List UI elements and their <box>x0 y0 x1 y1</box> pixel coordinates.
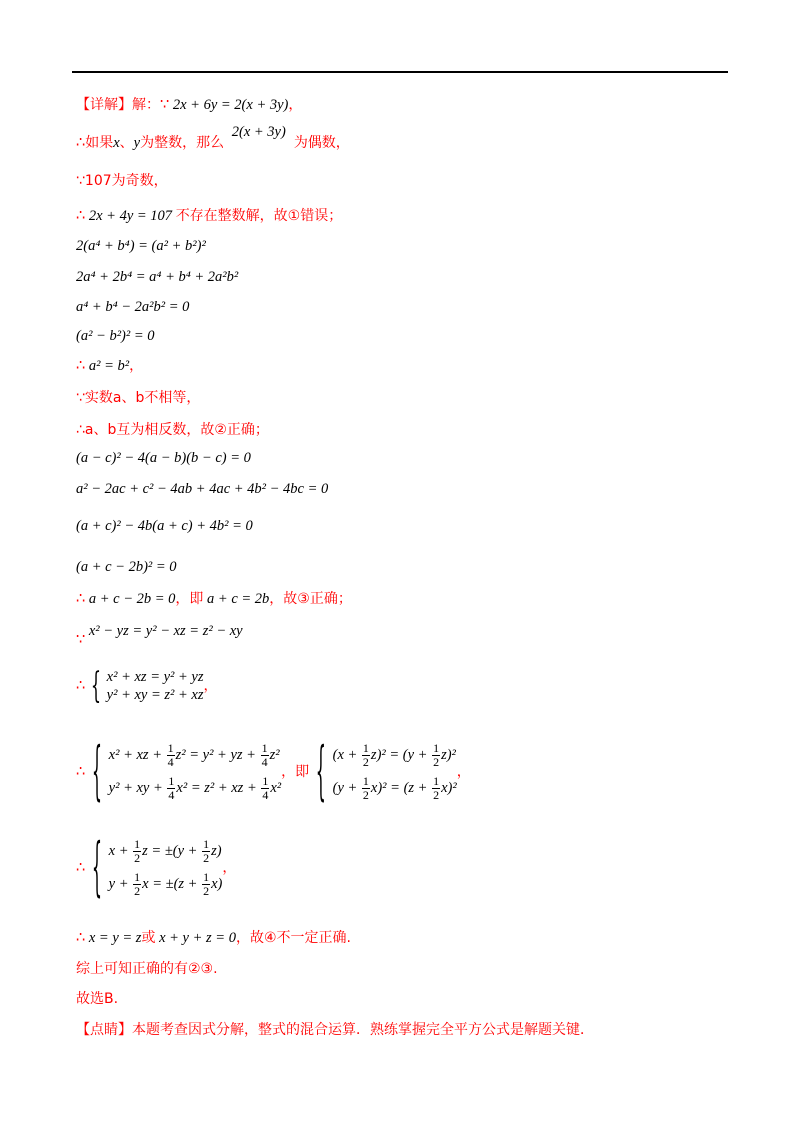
equation: x + y + z = 0 <box>159 930 236 946</box>
equation-line-15: (a + c − 2b)² = 0 <box>76 559 177 575</box>
text: ，故④不一定正确. <box>235 930 351 946</box>
system-row <box>333 742 457 769</box>
punct: ， <box>129 358 144 374</box>
term: (x + <box>332 746 361 763</box>
punct: ， <box>203 678 218 694</box>
text: ，即 <box>281 764 310 780</box>
comment-label: 【点睛】 <box>76 1022 132 1038</box>
punct: ， <box>456 764 471 780</box>
text: 或 <box>141 930 156 946</box>
detail-line-22: 综上可知正确的有②③. <box>76 961 218 977</box>
detail-line-18 <box>76 664 218 706</box>
detail-line-21 <box>76 929 351 947</box>
equation-line-6: 2a⁴ + 2b⁴ = a⁴ + b⁴ + 2a²b² <box>76 269 239 285</box>
frac-num: 1 <box>167 741 174 755</box>
equation: a + c = 2b <box>207 591 270 607</box>
fraction <box>261 775 269 802</box>
detail-line-4 <box>76 207 342 225</box>
fraction <box>167 742 175 769</box>
detail-line-24 <box>76 1021 594 1039</box>
equation-line-13: a² − 2ac + c² − 4ab + 4ac + 4b² − 4bc = 0 <box>76 481 329 497</box>
equation: a + c − 2b = 0 <box>88 591 176 607</box>
therefore-symbol: ∴ <box>76 764 86 780</box>
text: ，故③正确； <box>269 591 352 607</box>
term: x)² = (z + <box>370 779 432 796</box>
equation: a² = b² <box>88 358 130 374</box>
detail-line-2 <box>76 124 350 152</box>
therefore-symbol: ∴ <box>76 930 86 946</box>
frac-num: 1 <box>203 837 210 851</box>
detail-line-10: ∵实数a、b不相等， <box>76 390 201 406</box>
frac-den: 2 <box>362 755 369 769</box>
text: 不存在整数解，故①错误； <box>175 208 343 224</box>
therefore-symbol: ∴ <box>76 208 86 224</box>
term: z² <box>269 746 280 763</box>
term: z² = y² + yz + <box>175 746 260 763</box>
frac-den: 4 <box>167 755 174 769</box>
frac-den: 2 <box>433 788 440 802</box>
equation-line-8: (a² − b²)² = 0 <box>76 328 155 344</box>
frac-num: 1 <box>203 870 210 884</box>
fraction <box>202 838 210 865</box>
detail-line-1 <box>76 96 302 114</box>
because-symbol: ∵ <box>160 97 170 113</box>
term: x² + xz + <box>108 746 166 763</box>
term: y + <box>108 875 133 892</box>
fraction <box>202 871 210 898</box>
equation: 2x + 6y = 2(x + 3y) <box>172 97 289 113</box>
frac-num: 1 <box>168 774 175 788</box>
left-brace: { <box>90 664 102 706</box>
text: 为整数，那么 <box>140 135 225 151</box>
detail-line-17 <box>76 622 243 648</box>
punct: ， <box>288 97 303 113</box>
detail-line-11: ∴a、b互为相反数，故②正确； <box>76 422 269 438</box>
because-symbol: ∵ <box>76 632 86 648</box>
term: z = ±(y + <box>142 842 202 859</box>
term: x² <box>270 779 282 796</box>
frac-den: 2 <box>362 788 369 802</box>
frac-num: 1 <box>362 774 369 788</box>
term: y² + xy + <box>108 779 167 796</box>
frac-num: 1 <box>433 774 440 788</box>
therefore-symbol: ∴ <box>76 860 86 876</box>
expression: 2(x + 3y) <box>231 124 286 140</box>
system-row <box>109 775 282 802</box>
frac-num: 1 <box>134 837 141 851</box>
fraction <box>432 775 440 802</box>
equation: 2x + 4y = 107 <box>88 208 173 224</box>
therefore-symbol: ∴ <box>76 678 86 694</box>
equation-line-12: (a − c)² − 4(a − b)(b − c) = 0 <box>76 450 251 466</box>
therefore-symbol: ∴ <box>76 358 86 374</box>
detail-label: 【详解】解： <box>76 97 160 113</box>
text: 为偶数， <box>293 135 350 151</box>
frac-num: 1 <box>262 774 269 788</box>
term: x = ±(z + <box>142 875 202 892</box>
frac-den: 2 <box>203 884 210 898</box>
equation-line-14: (a + c)² − 4b(a + c) + 4b² = 0 <box>76 518 253 534</box>
frac-num: 1 <box>134 870 141 884</box>
header-rule <box>72 71 728 73</box>
var-x: x <box>113 135 120 151</box>
term: z)² <box>441 746 456 763</box>
frac-den: 2 <box>433 755 440 769</box>
equation-system <box>109 742 282 802</box>
fraction <box>362 742 370 769</box>
frac-den: 2 <box>203 851 210 865</box>
fraction <box>261 742 269 769</box>
sep: 、 <box>119 135 134 151</box>
detail-line-19 <box>76 732 471 808</box>
equation-system <box>109 838 223 898</box>
left-brace: { <box>91 732 103 808</box>
term: (y + <box>332 779 361 796</box>
text: ，即 <box>175 591 204 607</box>
term: z)² = (y + <box>370 746 432 763</box>
equation-system <box>107 668 204 704</box>
frac-den: 4 <box>261 755 268 769</box>
comment-text: 本题考查因式分解，整式的混合运算．熟练掌握完全平方公式是解题关键． <box>132 1022 594 1038</box>
system-row <box>109 742 282 769</box>
term: x + <box>108 842 133 859</box>
equation: x² − yz = y² − xz = z² − xy <box>88 623 243 639</box>
fraction <box>133 871 141 898</box>
var-y: y <box>133 135 141 151</box>
equation-system <box>333 742 457 802</box>
system-row <box>109 838 223 865</box>
detail-line-16 <box>76 590 352 608</box>
therefore-symbol: ∴ <box>76 591 86 607</box>
left-brace: { <box>315 732 326 808</box>
frac-den: 2 <box>134 884 141 898</box>
detail-line-9 <box>76 357 143 375</box>
fraction <box>133 838 141 865</box>
fraction <box>167 775 175 802</box>
system-row: y² + xy = z² + xz <box>106 687 204 703</box>
frac-num: 1 <box>362 741 369 755</box>
term: x² = z² + xz + <box>176 779 261 796</box>
system-row: x² + xz = y² + yz <box>106 669 204 685</box>
frac-num: 1 <box>433 741 440 755</box>
therefore-symbol: ∴ <box>76 135 86 151</box>
detail-line-20 <box>76 828 237 904</box>
frac-den: 4 <box>262 788 269 802</box>
frac-num: 1 <box>261 741 268 755</box>
frac-den: 4 <box>168 788 175 802</box>
fraction <box>432 742 440 769</box>
detail-line-23: 故选B. <box>76 991 119 1007</box>
equation: x = y = z <box>88 930 142 946</box>
text: 如果 <box>85 135 114 151</box>
equation-line-5: 2(a⁴ + b⁴) = (a² + b²)² <box>76 238 206 254</box>
detail-line-3: ∵107为奇数， <box>76 173 168 189</box>
system-row <box>109 871 223 898</box>
left-brace: { <box>91 828 103 904</box>
fraction <box>362 775 370 802</box>
system-row <box>333 775 457 802</box>
equation-line-7: a⁴ + b⁴ − 2a²b² = 0 <box>76 299 190 315</box>
punct: ， <box>222 860 237 876</box>
frac-den: 2 <box>134 851 141 865</box>
term: x) <box>211 875 223 892</box>
term: z) <box>211 842 222 859</box>
term: x)² <box>441 779 457 796</box>
